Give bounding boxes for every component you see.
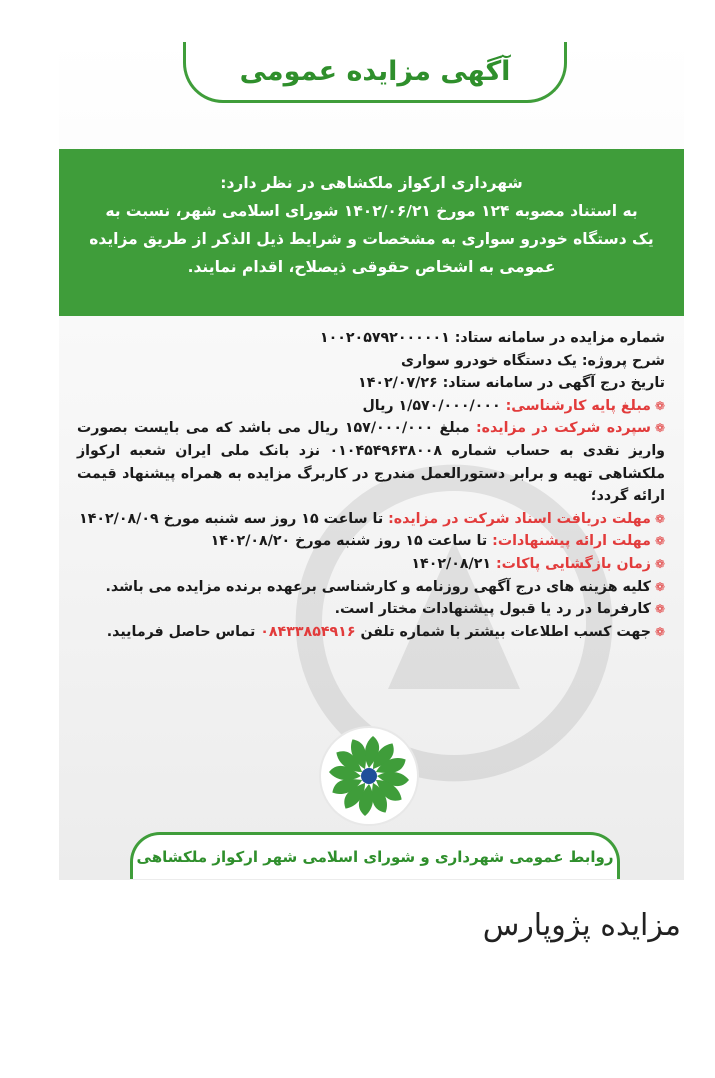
- flower-bullet-icon: ❁: [654, 511, 665, 526]
- footer-frame: [130, 832, 620, 879]
- offer-deadline-row: [77, 530, 665, 553]
- contact-text: جهت کسب اطلاعات بیشتر با شماره تلفن: [360, 623, 651, 640]
- costs-row: [77, 576, 665, 599]
- contact-text-end: تماس حاصل فرمایید.: [106, 623, 256, 640]
- docs-deadline-row: [77, 508, 665, 531]
- base-price-row: [77, 395, 665, 418]
- opening-label: زمان بازگشایی پاکات:: [495, 555, 651, 572]
- footer-text: روابط عمومی شهرداری و شورای اسلامی شهر ارکواز ملکشاهی: [136, 848, 614, 866]
- rosette-logo-icon: [321, 728, 417, 824]
- flower-bullet-icon: ❁: [654, 579, 665, 594]
- deposit-row: [77, 417, 665, 507]
- intro-banner: [59, 149, 684, 316]
- poster-title: آگهی مزایده عمومی: [239, 55, 511, 87]
- base-price-value: ۱/۵۷۰/۰۰۰/۰۰۰ ریال: [362, 397, 501, 414]
- flower-bullet-icon: ❁: [654, 602, 665, 617]
- flower-bullet-icon: ❁: [654, 421, 665, 436]
- municipality-logo: [321, 728, 417, 824]
- docs-deadline-text: تا ساعت ۱۵ روز سه شنبه مورخ ۱۴۰۲/۰۸/۰۹: [79, 510, 384, 527]
- costs-text: کلیه هزینه های درج آگهی روزنامه و کارشناسی برعهده برنده مزایده می باشد.: [105, 578, 651, 595]
- post-caption: مزایده پژوپارس: [482, 908, 681, 943]
- base-price-label: مبلغ پایه کارشناسی:: [505, 397, 651, 414]
- contact-phone: ۰۸۴۳۳۸۵۴۹۱۶: [260, 623, 356, 640]
- flower-bullet-icon: ❁: [654, 556, 665, 571]
- employer-text: کارفرما در رد یا قبول پیشنهادات مختار است.: [334, 601, 651, 618]
- deposit-label: سپرده شرکت در مزایده:: [476, 420, 651, 437]
- project-description: شرح پروژه: یک دستگاه خودرو سواری: [401, 352, 665, 369]
- flower-bullet-icon: ❁: [654, 624, 665, 639]
- employer-row: [77, 598, 665, 621]
- offer-deadline-text: تا ساعت ۱۵ روز شنبه مورخ ۱۴۰۲/۰۸/۲۰: [210, 533, 488, 550]
- publish-date: تاریخ درج آگهی در سامانه ستاد: ۱۴۰۲/۰۷/۲۶: [358, 375, 665, 392]
- opening-text: ۱۴۰۲/۰۸/۲۱: [411, 555, 492, 572]
- opening-row: [77, 553, 665, 576]
- intro-line: شهرداری ارکواز ملکشاهی در نظر دارد:: [220, 174, 523, 192]
- title-frame: [183, 42, 567, 103]
- contact-row: [77, 621, 665, 644]
- auction-number: شماره مزایده در سامانه ستاد: ۱۰۰۲۰۵۷۹۲۰۰۰۰۰۱: [319, 330, 665, 346]
- flower-bullet-icon: ❁: [654, 398, 665, 413]
- intro-line: به استناد مصوبه ۱۲۴ مورخ ۱۴۰۲/۰۶/۲۱ شورای اسلامی شهر، نسبت به: [105, 202, 638, 220]
- intro-line: عمومی به اشخاص حقوقی ذیصلاح، اقدام نمایند.: [187, 258, 556, 276]
- auction-details: [77, 327, 665, 643]
- auction-poster: [59, 38, 684, 880]
- deposit-text: مبلغ ۱۵۷/۰۰۰/۰۰۰ ریال می باشد که می بایست بصورت واریز نقدی به حساب شماره ۰۱۰۴۵۴۹۶۳۸۰۰۸ نزد بانک ملی ایران شعبه ارکواز ملکشاهی تهیه و برابر دستورالعمل مندرج در کاربرگ مزایده به همراه پیشنهاد قیمت ارائه گردد؛: [77, 420, 665, 505]
- docs-deadline-label: مهلت دریافت اسناد شرکت در مزایده:: [388, 510, 651, 527]
- intro-line: یک دستگاه خودرو سواری به مشخصات و شرایط ذیل الذکر از طریق مزایده: [89, 230, 654, 248]
- offer-deadline-label: مهلت ارائه پیشنهادات:: [492, 533, 651, 550]
- flower-bullet-icon: ❁: [654, 534, 665, 549]
